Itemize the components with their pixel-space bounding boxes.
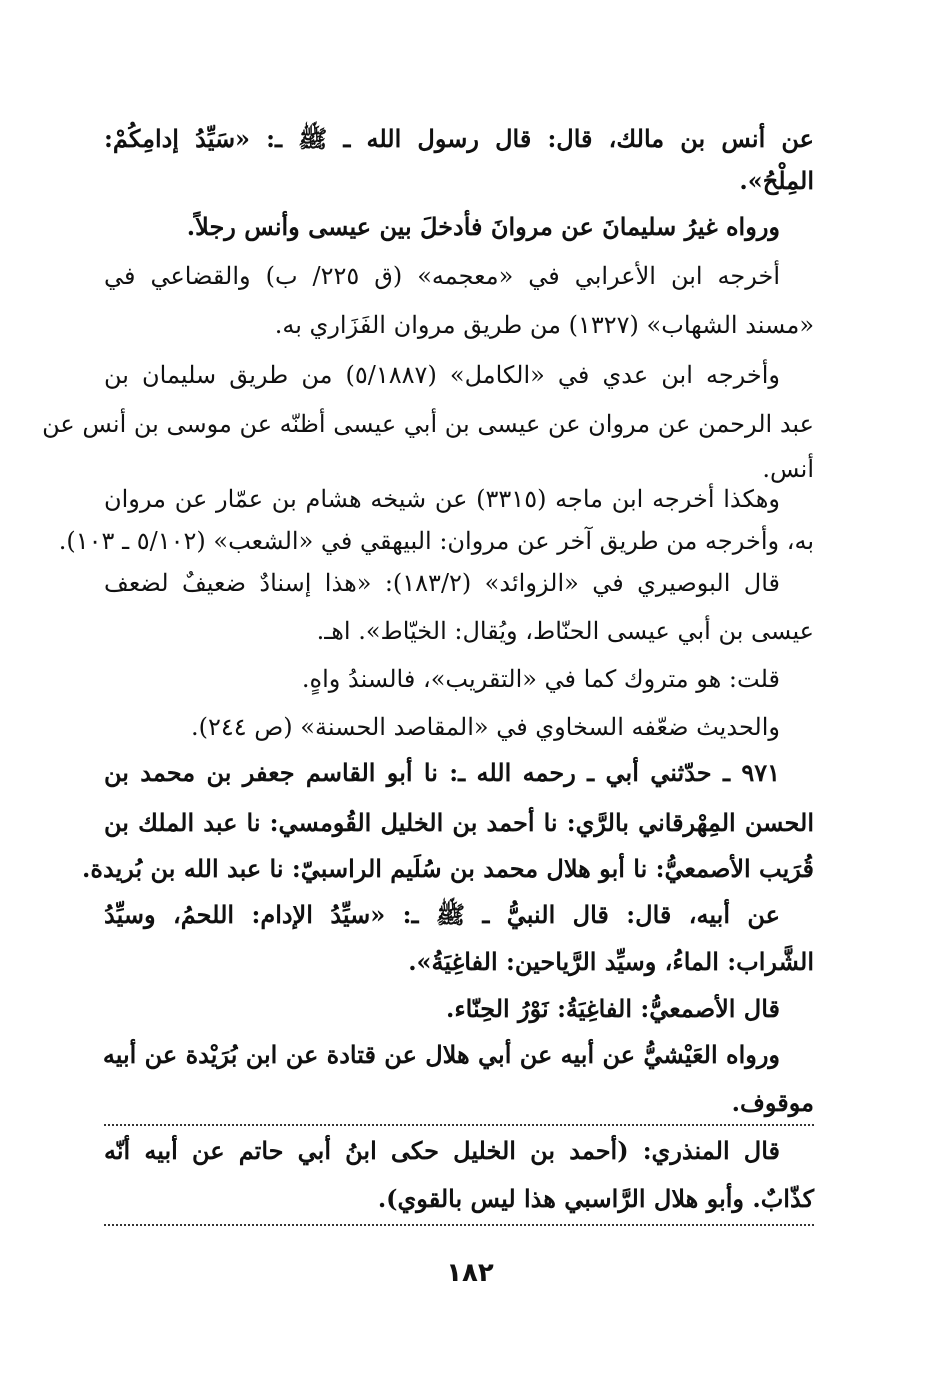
text-line: أنس. xyxy=(762,455,814,483)
text-line: قال المنذري: (أحمد بن الخليل حكى ابنُ أبي حاتم عن أبيه أنّه xyxy=(104,1136,780,1165)
text-line: موقوف. xyxy=(731,1088,814,1117)
dotted-separator xyxy=(104,1224,814,1226)
text-line: كذّابٌ. وأبو هلال الرَّاسبي هذا ليس بالقوي). xyxy=(377,1184,814,1213)
text-line: قال الأصمعيُّ: الفاغِيَةُ: نَوْرُ الحِنّاء. xyxy=(446,994,780,1023)
text-line: وهكذا أخرجه ابن ماجه (٣٣١٥) عن شيخه هشام بن عمّار عن مروان xyxy=(104,485,780,513)
text-line: به، وأخرجه من طريق آخر عن مروان: البيهقي في «الشعب» (٥/١٠٢ ـ ١٠٣). xyxy=(58,527,814,555)
page-body xyxy=(42,112,814,1302)
text-line: الشَّراب: الماءُ، وسيِّد الرَّياحين: الفاغِيَةُ». xyxy=(408,947,814,976)
page-number: ١٨٢ xyxy=(446,1258,494,1288)
text-line: عن أبيه، قال: قال النبيُّ ـ ﷺ ـ: «سيِّدُ الإدام: اللحمُ، وسيِّدُ xyxy=(104,900,780,929)
text-line: ٩٧١ ـ حدّثني أبي ـ رحمه الله ـ: نا أبو القاسم جعفر بن محمد بن xyxy=(104,758,780,787)
text-line: قُرَيب الأصمعيُّ: نا أبو هلال محمد بن سُلَيم الراسبيّ: نا عبد الله بن بُريدة. xyxy=(82,854,814,883)
text-line: ورواه غيرُ سليمانَ عن مروانَ فأدخلَ بين عيسى وأنس رجلاً. xyxy=(186,212,780,241)
text-line: عبد الرحمن عن مروان عن عيسى بن أبي عيسى أظنّه عن موسى بن أنس عن xyxy=(42,410,814,438)
text-line: عن أنس بن مالك، قال: قال رسول الله ـ ﷺ ـ: «سَيِّدُ إدامِكُمْ: xyxy=(104,124,814,153)
text-line: قال البوصيري في «الزوائد» (١٨٣/٢): «هذا إسنادٌ ضعيفٌ لضعف xyxy=(104,569,780,597)
text-line: وأخرجه ابن عدي في «الكامل» (٥/١٨٨٧) من طريق سليمان بن xyxy=(104,361,780,389)
text-line: المِلْحُ». xyxy=(739,166,814,195)
text-line: عيسى بن أبي عيسى الحنّاط، ويُقال: الخيّاط». اهـ. xyxy=(316,617,814,645)
dotted-separator xyxy=(104,1124,814,1126)
text-line: الحسن المِهْرقاني بالرَّي: نا أحمد بن الخليل القُومسي: نا عبد الملك بن xyxy=(104,808,814,837)
text-line: أخرجه ابن الأعرابي في «معجمه» (ق ٢٢٥/ ب) والقضاعي في xyxy=(104,262,780,290)
text-line: ورواه العَيْشيُّ عن أبيه عن أبي هلال عن قتادة عن ابن بُرَيْدة عن أبيه xyxy=(102,1040,780,1069)
text-line: «مسند الشهاب» (١٣٢٧) من طريق مروان الفَزَاري به. xyxy=(274,311,814,339)
text-line: والحديث ضعّفه السخاوي في «المقاصد الحسنة» (ص ٢٤٤). xyxy=(190,713,780,741)
text-line: قلت: هو متروك كما في «التقريب»، فالسندُ واهٍ. xyxy=(301,665,780,693)
